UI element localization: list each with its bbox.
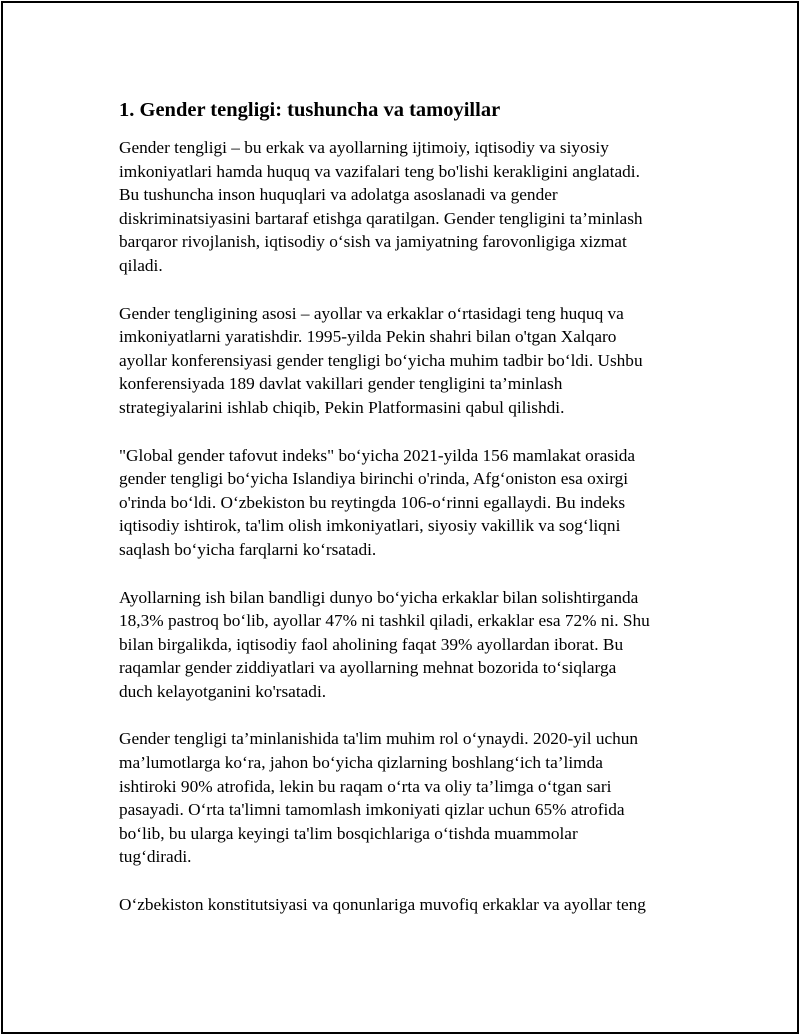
- text-line: qiladi.: [119, 255, 163, 275]
- paragraph: [119, 586, 719, 704]
- text-line: tug‘diradi.: [119, 847, 192, 867]
- text-line: saqlash bo‘yicha farqlarni ko‘rsatadi.: [119, 539, 377, 559]
- paragraph: [119, 136, 719, 278]
- text-line: konferensiyada 189 davlat vakillari gender tengligini ta’minlash: [119, 374, 563, 394]
- paragraph: [119, 727, 719, 869]
- page-frame: [1, 1, 799, 1034]
- text-line: o'rinda bo‘ldi. O‘zbekiston bu reytingda 106-o‘rinni egallaydi. Bu indeks: [119, 492, 626, 512]
- text-line: ma’lumotlarga ko‘ra, jahon bo‘yicha qizlarning boshlang‘ich ta’limda: [119, 753, 603, 773]
- text-line: ishtiroki 90% atrofida, lekin bu raqam o‘rta va oliy ta’limga o‘tgan sari: [119, 776, 612, 796]
- text-line: Gender tengligi – bu erkak va ayollarning ijtimoiy, iqtisodiy va siyosiy: [119, 138, 609, 157]
- paragraph: [119, 893, 719, 917]
- text-line: bo‘lib, bu ularga keyingi ta'lim bosqichlariga o‘tishda muammolar: [119, 823, 578, 843]
- text-line: iqtisodiy ishtirok, ta'lim olish imkoniyatlari, siyosiy vakillik va sog‘liqni: [119, 516, 621, 536]
- text-line: imkoniyatlarni yaratishdir. 1995-yilda Pekin shahri bilan o'tgan Xalqaro: [119, 327, 617, 347]
- text-line: ayollar konferensiyasi gender tengligi bo‘yicha muhim tadbir bo‘ldi. Ushbu: [119, 350, 643, 370]
- text-line: 18,3% pastroq bo‘lib, ayollar 47% ni tashkil qiladi, erkaklar esa 72% ni. Shu: [119, 611, 650, 631]
- text-line: Gender tengligining asosi – ayollar va erkaklar o‘rtasidagi teng huquq va: [119, 303, 624, 323]
- text-line: Gender tengligi ta’minlanishida ta'lim muhim rol o‘ynaydi. 2020-yil uchun: [119, 729, 639, 749]
- document-body: [119, 98, 719, 941]
- text-line: strategiyalarini ishlab chiqib, Pekin Platformasini qabul qilishdi.: [119, 397, 565, 417]
- text-line: "Global gender tafovut indeks" bo‘yicha 2021-yilda 156 mamlakat orasida: [119, 445, 636, 465]
- text-line: gender tengligi bo‘yicha Islandiya birinchi o'rinda, Afg‘oniston esa oxirgi: [119, 469, 629, 489]
- text-line: duch kelayotganini ko'rsatadi.: [119, 681, 327, 701]
- text-line: pasayadi. O‘rta ta'limni tamomlash imkoniyati qizlar uchun 65% atrofida: [119, 800, 625, 820]
- text-line: Bu tushuncha inson huquqlari va adolatga asoslanadi va gender: [119, 185, 558, 205]
- paragraph: [119, 302, 719, 420]
- text-line: diskriminatsiyasini bartaraf etishga qaratilgan. Gender tengligini ta’minlash: [119, 208, 643, 228]
- text-line: Ayollarning ish bilan bandligi dunyo bo‘yicha erkaklar bilan solishtirganda: [119, 587, 639, 607]
- text-line: bilan birgalikda, iqtisodiy faol aholining faqat 39% ayollardan iborat. Bu: [119, 634, 624, 654]
- text-line: O‘zbekiston konstitutsiyasi va qonunlariga muvofiq erkaklar va ayollar teng: [119, 895, 646, 915]
- paragraph: [119, 444, 719, 562]
- text-line: imkoniyatlari hamda huquq va vazifalari teng bo'lishi kerakligini anglatadi.: [119, 161, 640, 181]
- text-line: barqaror rivojlanish, iqtisodiy o‘sish va jamiyatning farovonligiga xizmat: [119, 232, 627, 252]
- section-heading: 1. Gender tengligi: tushuncha va tamoyillar: [119, 99, 501, 121]
- text-line: raqamlar gender ziddiyatlari va ayollarning mehnat bozorida to‘siqlarga: [119, 658, 617, 678]
